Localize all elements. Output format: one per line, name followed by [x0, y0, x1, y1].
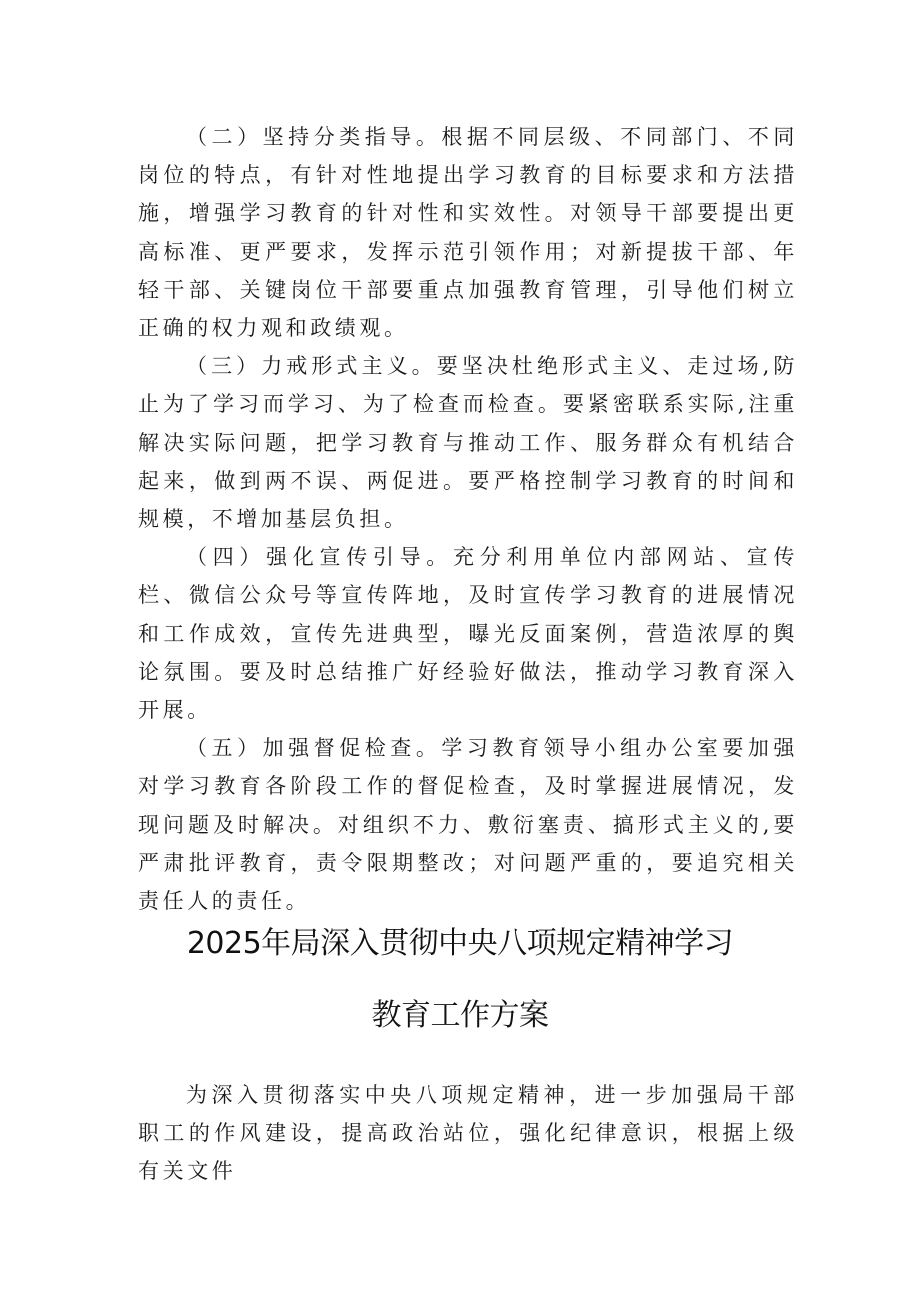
- section-4-paragraph: （四）强化宣传引导。充分利用单位内部网站、宣传栏、微信公众号等宣传阵地，及时宣传学习教育的进展情况和工作成效，宣传先进典型，曝光反面案例，营造浓厚的舆论氛围。要及时总结推广好经验好做法，推动学习教育深入开展。: [138, 545, 798, 723]
- intro-paragraph: 为深入贯彻落实中央八项规定精神，进一步加强局干部职工的作风建设，提高政治站位，强化纪律意识，根据上级有关文件: [138, 1083, 798, 1184]
- intro-section: [138, 1076, 798, 1191]
- section-3-paragraph: （三）力戒形式主义。要坚决杜绝形式主义、走过场,防止为了学习而学习、为了检查而检查。要紧密联系实际,注重解决实际问题，把学习教育与推动工作、服务群众有机结合起来，做到两不误、两促进。要严格控制学习教育的时间和规模，不增加基层负担。: [138, 354, 798, 532]
- section-5-paragraph: （五）加强督促检查。学习教育领导小组办公室要加强对学习教育各阶段工作的督促检查，及时掌握进展情况，发现问题及时解决。对组织不力、敷衍塞责、搞形式主义的,要严肃批评教育，责令限期整改；对问题严重的，要追究相关责任人的责任。: [138, 736, 798, 914]
- section-2-paragraph: （二）坚持分类指导。根据不同层级、不同部门、不同岗位的特点，有针对性地提出学习教育的目标要求和方法措施，增强学习教育的针对性和实效性。对领导干部要提出更高标准、更严要求，发挥示范引领作用；对新提拔干部、年轻干部、关键岗位干部要重点加强教育管理，引导他们树立正确的权力观和政绩观。: [138, 125, 798, 341]
- document-body: [138, 118, 798, 920]
- title-line-1: 2025年局深入贯彻中央八项规定精神学习: [186, 926, 734, 961]
- title-line-2: 教育工作方案: [371, 998, 549, 1033]
- document-title: [100, 908, 820, 1052]
